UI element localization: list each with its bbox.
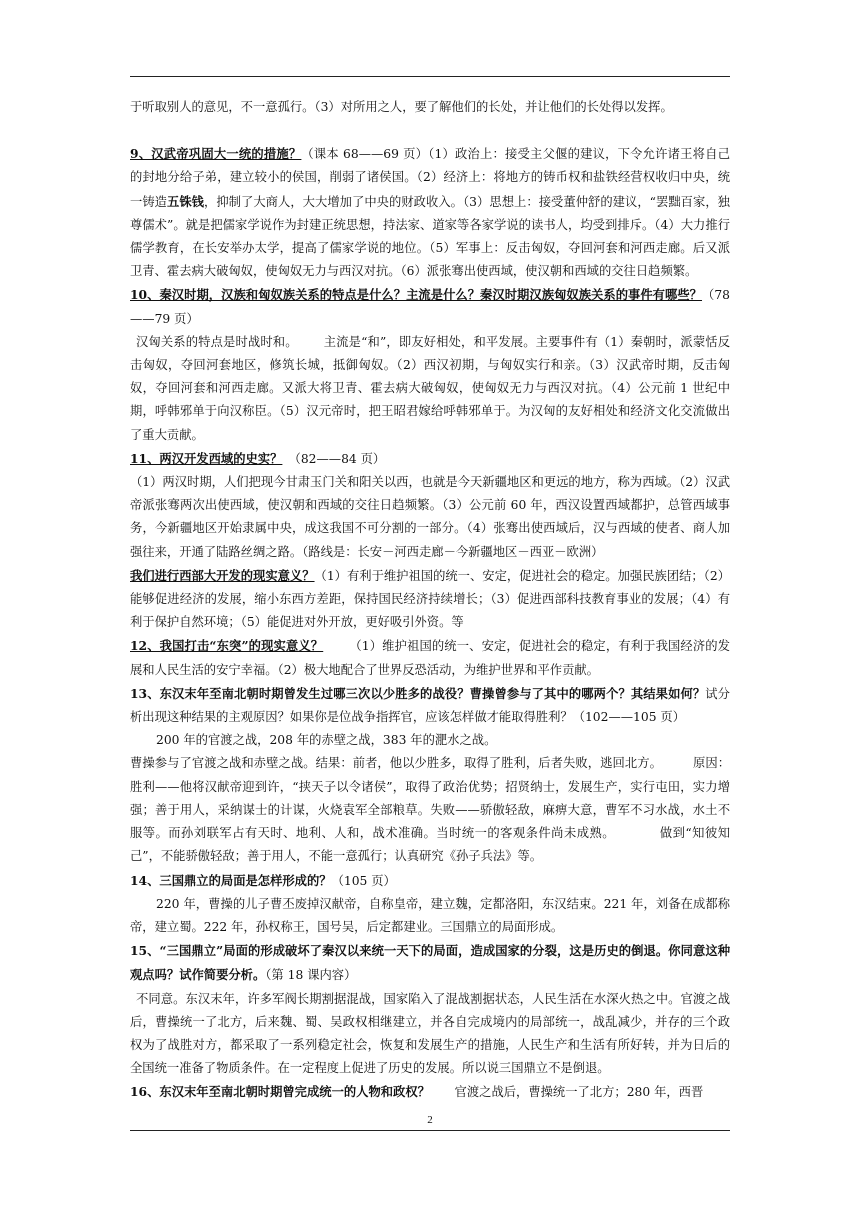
question-heading: 14、三国鼎立的局面是怎样形成的？ bbox=[130, 872, 332, 888]
body-text: （课本 68——69 页） bbox=[301, 147, 429, 162]
body-text: （第 18 课内容） bbox=[265, 968, 357, 983]
paragraph bbox=[130, 142, 730, 283]
body-text: （1）有利于维护祖国的统一、安定，促进社会的稳定。加强民族团结；（2）能够促进经济的发展，缩小东西方差距，保持国民经济持续增长；（3）促进西部科技教育事业的发展；（4）有利于保护自然环境；（5）能促进对外开放，更好吸引外资。等 bbox=[130, 568, 730, 630]
page-body bbox=[130, 96, 730, 1105]
paragraph bbox=[130, 939, 730, 987]
paragraph bbox=[130, 682, 730, 729]
paragraph bbox=[130, 988, 730, 1081]
paragraph bbox=[130, 96, 730, 119]
paragraph bbox=[130, 893, 730, 939]
body-text: （1）两汉时期，人们把现今甘肃玉门关和阳关以西，也就是今天新疆地区和更远的地方，称为西域。（2）汉武帝派张骞两次出使西域，使汉朝和西域的交往日趋频繁。（3）公元前 60 年，西汉设置西域都护，总管西域事务，今新疆地区开始隶属中央，成这我国不可分割的一部分。（4）张骞出使西域后，汉与西域的使者、商人加强往来，开通了陆路丝绸之路。（路线是：长安－河西走廊－今新疆地区－西亚－欧洲） bbox=[130, 475, 730, 559]
body-text: 试分析出现这种结果的主观原因？如果你是位战争指挥官，应该怎样做才能取得胜利？（102——105 页） bbox=[130, 686, 730, 725]
body-text: 于听取别人的意见，不一意孤行。（3）对所用之人，要了解他们的长处，并让他们的长处得以发挥。 bbox=[130, 100, 673, 114]
body-text: （105 页） bbox=[331, 873, 396, 888]
paragraph bbox=[130, 1080, 730, 1104]
paragraph bbox=[130, 752, 730, 868]
paragraph bbox=[130, 471, 730, 564]
paragraph bbox=[130, 634, 730, 681]
paragraph bbox=[130, 869, 730, 893]
question-heading: 15、“三国鼎立”局面的形成破坏了秦汉以来统一天下的局面，造成国家的分裂，这是历史的倒退。你同意这种观点吗？试作简要分析。 bbox=[130, 943, 730, 983]
question-heading: 我们进行西部大开发的现实意义？ bbox=[130, 567, 315, 583]
paragraph bbox=[130, 564, 730, 635]
question-heading: 16、东汉末年至南北朝时期曾完成统一的人物和政权？ bbox=[130, 1084, 430, 1100]
header-rule bbox=[130, 76, 730, 77]
question-heading: 12、我国打击“东突”的现实意义？ bbox=[130, 638, 324, 654]
paragraph bbox=[130, 447, 730, 471]
body-text: （78——79 页） bbox=[130, 288, 730, 326]
body-text: 曹操参与了官渡之战和赤壁之战。结果：前者，他以少胜多，取得了胜利，后者失败，逃回北方。 原因：胜利——他将汉献帝迎到许，“挟天子以令诸侯”，取得了政治优势；招贤纳士，发展生产，实行屯田，实力增强；善于用人，采纳谋士的计谋，火烧袁军全部粮草。失败——骄傲轻敌，麻痹大意，曹军不习水战，水土不服等。而孙刘联军占有天时、地利、人和，战术准确。当时统一的客观条件尚未成熟。 做到“知彼知己”，不能骄傲轻敌；善于用人，不能一意孤行；认真研究《孙子兵法》等。 bbox=[130, 756, 730, 864]
question-heading: 9、汉武帝巩固大一统的措施？ bbox=[130, 146, 302, 162]
body-text: 200 年的官渡之战，208 年的赤壁之战，383 年的淝水之战。 bbox=[156, 733, 497, 748]
question-heading: 10、秦汉时期，汉族和匈奴族关系的特点是什么？主流是什么？秦汉时期汉族匈奴族关系的事件有哪些？ bbox=[130, 287, 703, 303]
body-text: 不同意。东汉末年，许多军阀长期割据混战，国家陷入了混战割据状态，人民生活在水深火热之中。官渡之战后，曹操统一了北方，后来魏、蜀、吴政权相继建立，并各自完成境内的局部统一，战乱减少，并存的三个政权为了战胜对方，都采取了一系列稳定社会，恢复和发展生产的措施，人民生产和生活有所好转，并为日后的全国统一准备了物质条件。在一定程度上促进了历史的发展。所以说三国鼎立不是倒退。 bbox=[130, 991, 730, 1076]
body-text: 官渡之战后，曹操统一了北方；280 年，西晋 bbox=[429, 1085, 704, 1100]
body-text: （1）维护祖国的统一、安定，促进社会的稳定，有利于我国经济的发展和人民生活的安宁幸福。（2）极大地配合了世界反恐活动，为维护世界和平作贡献。 bbox=[130, 639, 731, 677]
body-text: ，抑制了大商人，大大增加了中央的财政收入。（3）思想上：接受董仲舒的建议，“罢黜百家，独尊儒术”。就是把儒家学说作为封建正统思想，持法家、道家等各家学说的读书人，均受到排斥。（4）大力推行儒学教育，在长安举办太学，提高了儒家学说的地位。（5）军事上：反击匈奴，夺回河套和河西走廊。后又派卫青、霍去病大破匈奴，使匈奴无力与西汉对抗。（6）派张骞出使西域，使汉朝和西域的交往日趋频繁。 bbox=[130, 194, 730, 279]
body-text: （1）政治上：接受主父偃的建议，下令允许诸王将自己的封地分给子弟，建立较小的侯国，削弱了诸侯国。（2）经济上：将地方的铸币权和盐铁经营权收归中央，统一铸造 bbox=[130, 147, 730, 209]
body-text: 汉匈关系的特点是时战时和。 bbox=[136, 334, 298, 349]
body-text: （82——84 页） bbox=[282, 451, 386, 466]
paragraph bbox=[130, 331, 730, 447]
page-number: 2 bbox=[427, 1114, 433, 1126]
paragraph bbox=[130, 283, 730, 330]
question-heading: 13、东汉末年至南北朝时期曾发生过哪三次以少胜多的战役？曹操曾参与了其中的哪两个？其结果如何？ bbox=[130, 685, 706, 701]
body-text: 220 年，曹操的儿子曹丕废掉汉献帝，自称皇帝，建立魏，定都洛阳，东汉结束。221 年，刘备在成都称帝，建立蜀。222 年，孙权称王，国号吴，后定都建业。三国鼎立的局面形成。 bbox=[130, 896, 730, 934]
footer-rule bbox=[130, 1130, 730, 1131]
paragraph-spacer bbox=[130, 119, 730, 142]
paragraph bbox=[130, 729, 730, 752]
question-heading: 五铢钱 bbox=[167, 193, 204, 209]
body-text: 主流是“和”，即友好相处，和平发展。主要事件有（1）秦朝时，派蒙恬反击匈奴，夺回河套地区，修筑长城，抵御匈奴。（2）西汉初期，与匈奴实行和亲。（3）汉武帝时期，反击匈奴，夺回河套和河西走廊。又派大将卫青、霍去病大破匈奴，使匈奴无力与西汉对抗。（4）公元前 1 世纪中期，呼韩邪单于向汉称臣。（5）汉元帝时，把王昭君嫁给呼韩邪单于。为汉匈的友好相处和经济文化交流做出了重大贡献。 bbox=[130, 334, 730, 442]
question-heading: 11、两汉开发西域的史实？ bbox=[130, 450, 283, 466]
